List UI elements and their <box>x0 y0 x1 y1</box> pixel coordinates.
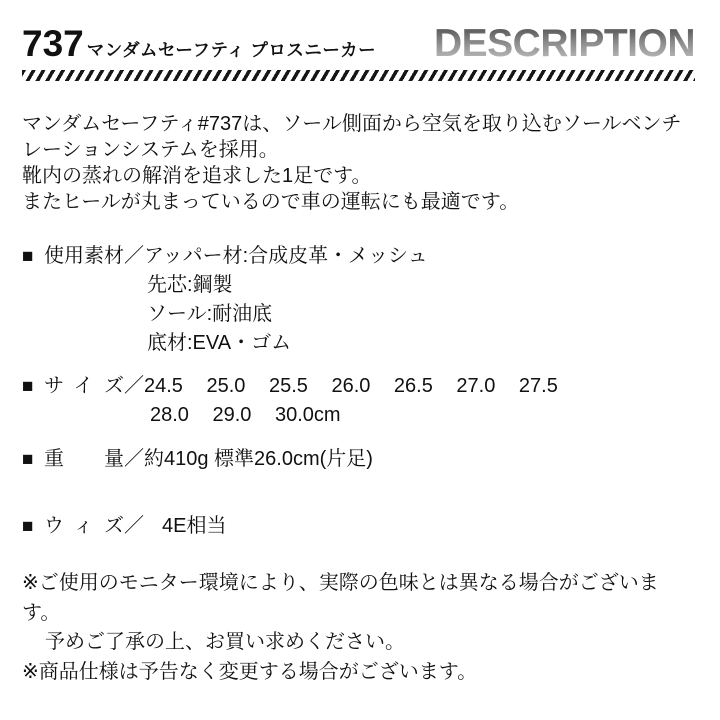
section-weight <box>22 445 695 474</box>
note-spec-change: ※商品仕様は予告なく変更する場合がございます。 <box>22 660 478 683</box>
section-materials <box>22 242 695 358</box>
width-label: ウィズ <box>44 515 124 537</box>
square-bullet-icon: ■ <box>22 449 34 470</box>
square-bullet-icon: ■ <box>22 376 34 397</box>
materials-upper: アッパー材:合成皮革・メッシュ <box>144 245 428 267</box>
intro-line-2: レーションシステムを採用。 <box>22 139 279 161</box>
square-bullet-icon: ■ <box>22 246 34 267</box>
sizes-line-2: 28.0 29.0 30.0cm <box>150 404 341 426</box>
intro-line-1: マンダムセーフティ#737は、ソール側面から空気を取り込むソールベンチ <box>22 113 682 135</box>
intro-line-3: 靴内の蒸れの解消を追求した1足です。 <box>22 165 372 187</box>
intro-line-4: またヒールが丸まっているので車の運転にも最適です。 <box>22 191 520 213</box>
weight-row <box>22 445 695 474</box>
product-number: 737 <box>22 23 84 64</box>
section-sizes <box>22 372 695 430</box>
note-monitor: ※ご使用のモニター環境により、実際の色味とは異なる場合がございます。 <box>22 572 659 624</box>
sizes-label: サイズ <box>44 375 124 397</box>
section-width <box>22 512 695 541</box>
materials-outsole: 底材:EVA・ゴム <box>147 332 292 354</box>
header <box>22 24 695 63</box>
materials-toe-cap: 先芯:鋼製 <box>147 274 233 296</box>
square-bullet-icon: ■ <box>22 516 34 537</box>
weight-value: 約410g 標準26.0cm(片足) <box>144 448 373 470</box>
materials-row <box>22 242 695 271</box>
product-name: マンダムセーフティ プロスニーカー <box>86 40 377 60</box>
disclaimer-notes <box>22 569 695 687</box>
width-row <box>22 512 695 541</box>
note-monitor-continued: 予めご了承の上、お買い求めください。 <box>45 631 405 653</box>
intro-paragraph <box>22 111 695 215</box>
sizes-line-1: 24.5 25.0 25.5 26.0 26.5 27.0 27.5 <box>144 375 558 397</box>
separator-slash: ／ <box>124 245 144 267</box>
separator-slash: ／ <box>124 375 144 397</box>
weight-label: 重量 <box>44 448 124 470</box>
stripe-divider <box>22 70 695 81</box>
materials-label: 使用素材 <box>44 245 124 267</box>
sizes-row <box>22 372 695 401</box>
separator-slash: ／ <box>124 448 144 470</box>
width-value: 4E相当 <box>162 515 227 537</box>
description-title: DESCRIPTION <box>433 22 695 65</box>
materials-sole: ソール:耐油底 <box>147 303 273 325</box>
separator-slash: ／ <box>124 515 144 537</box>
